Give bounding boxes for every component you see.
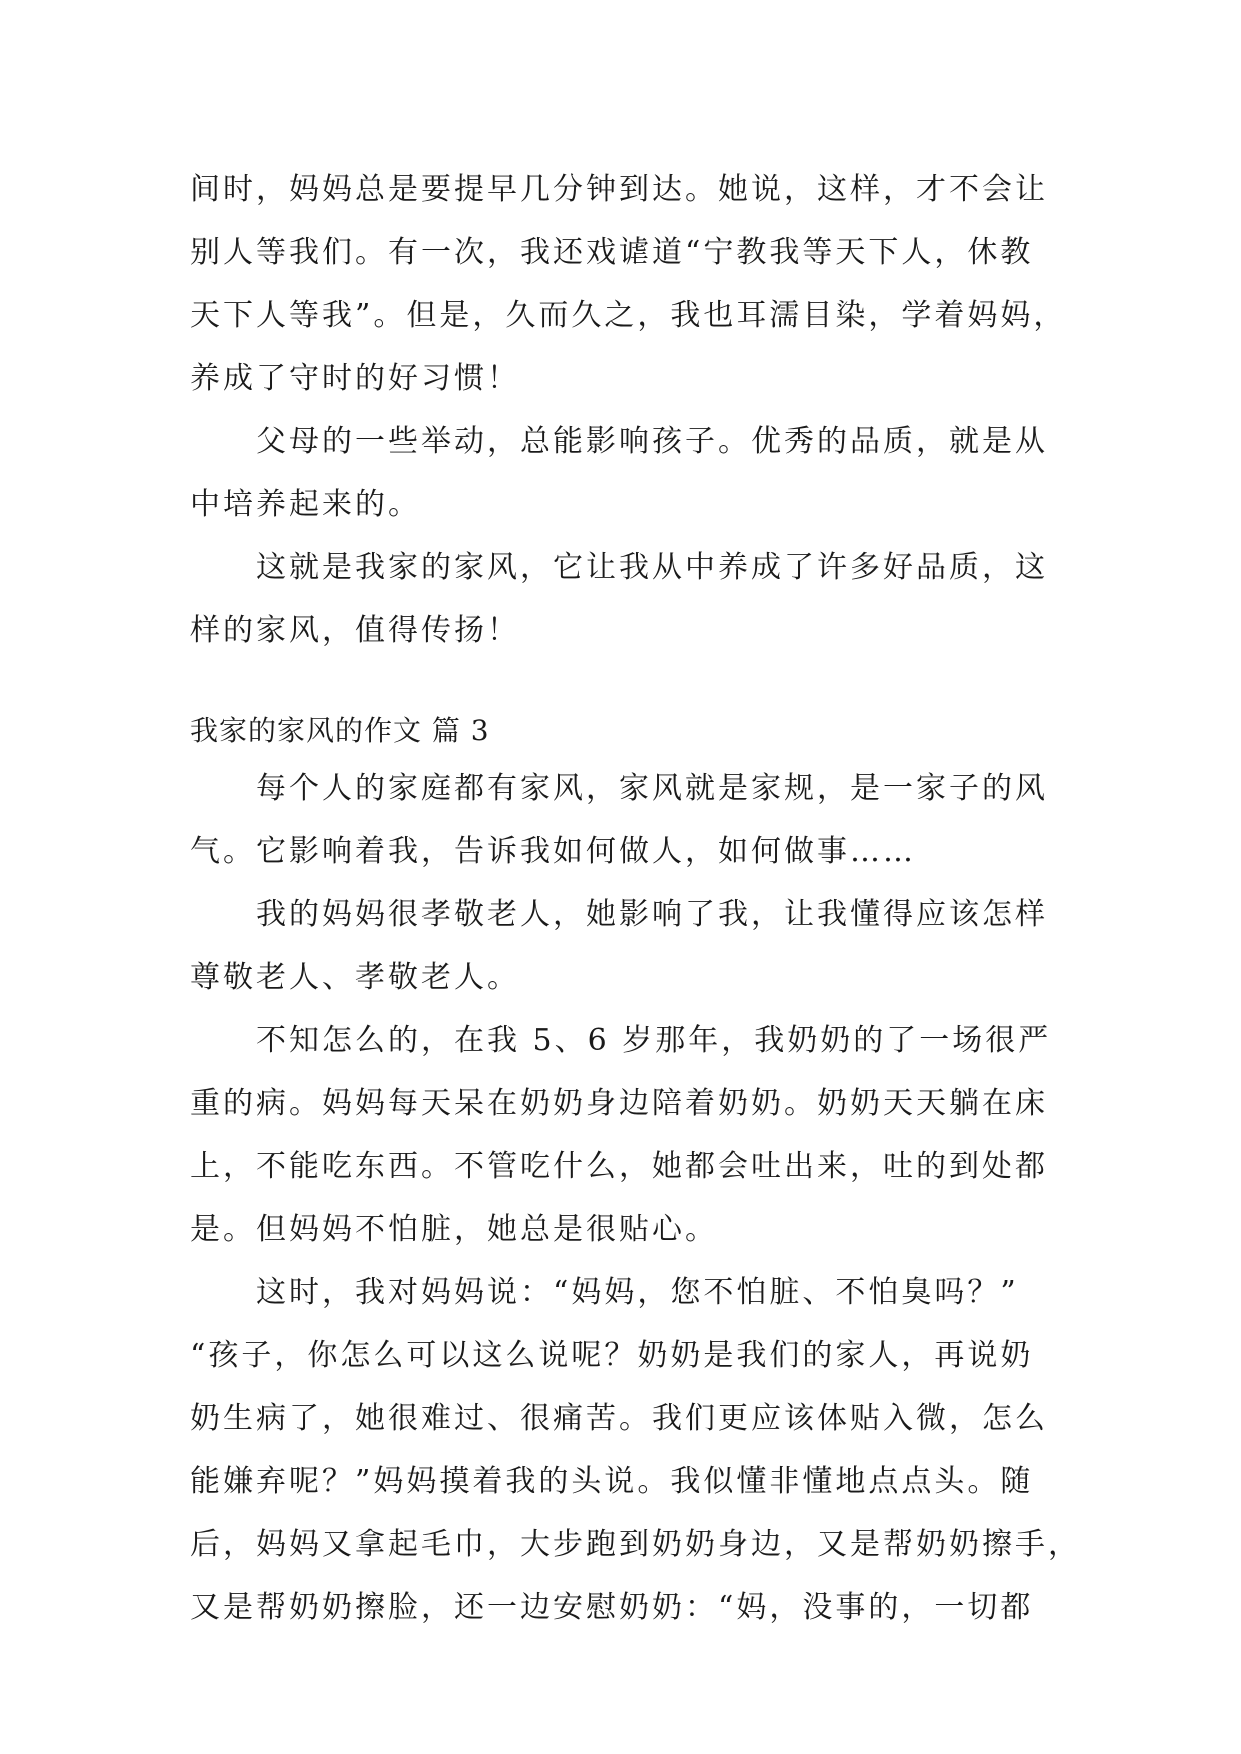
text-line: 又是帮奶奶擦脸，还一边安慰奶奶：“妈，没事的，一切都 <box>190 1590 1034 1625</box>
text-line: 养成了守时的好习惯！ <box>190 361 520 396</box>
text-line: 重的病。妈妈每天呆在奶奶身边陪着奶奶。奶奶天天躺在床 <box>190 1086 1048 1121</box>
text-line: 父母的一些举动，总能影响孩子。优秀的品质，就是从 <box>190 424 1048 459</box>
text-line: 间时，妈妈总是要提早几分钟到达。她说，这样，才不会让 <box>190 172 1048 207</box>
text-line: 上，不能吃东西。不管吃什么，她都会吐出来，吐的到处都 <box>190 1149 1048 1184</box>
text-line: 样的家风，值得传扬！ <box>190 613 520 648</box>
text-line: 中培养起来的。 <box>190 487 421 522</box>
text-line: 每个人的家庭都有家风，家风就是家规，是一家子的风 <box>190 771 1048 806</box>
text-line: 别人等我们。有一次，我还戏谑道“宁教我等天下人，休教 <box>190 235 1034 270</box>
text-line: 能嫌弃呢？”妈妈摸着我的头说。我似懂非懂地点点头。随 <box>190 1464 1034 1499</box>
text-line: 气。它影响着我，告诉我如何做人，如何做事…… <box>190 834 916 869</box>
text-line: 这就是我家的家风，它让我从中养成了许多好品质，这 <box>190 550 1048 585</box>
text-line: 奶生病了，她很难过、很痛苦。我们更应该体贴入微，怎么 <box>190 1401 1048 1436</box>
text-line: 天下人等我”。但是，久而久之，我也耳濡目染，学着妈妈， <box>190 298 1067 333</box>
text-line: 尊敬老人、孝敬老人。 <box>190 960 520 995</box>
text-line: 我的妈妈很孝敬老人，她影响了我，让我懂得应该怎样 <box>190 897 1048 932</box>
section-heading: 我家的家风的作文 篇 3 <box>190 714 490 747</box>
text-line: 是。但妈妈不怕脏，她总是很贴心。 <box>190 1212 718 1247</box>
text-line: 这时，我对妈妈说：“妈妈，您不怕脏、不怕臭吗？” <box>190 1275 1019 1310</box>
text-line: “孩子，你怎么可以这么说呢？奶奶是我们的家人，再说奶 <box>190 1338 1034 1373</box>
text-line: 后，妈妈又拿起毛巾，大步跑到奶奶身边，又是帮奶奶擦手， <box>190 1527 1081 1562</box>
text-line: 不知怎么的，在我 5、6 岁那年，我奶奶的了一场很严 <box>190 1023 1052 1058</box>
